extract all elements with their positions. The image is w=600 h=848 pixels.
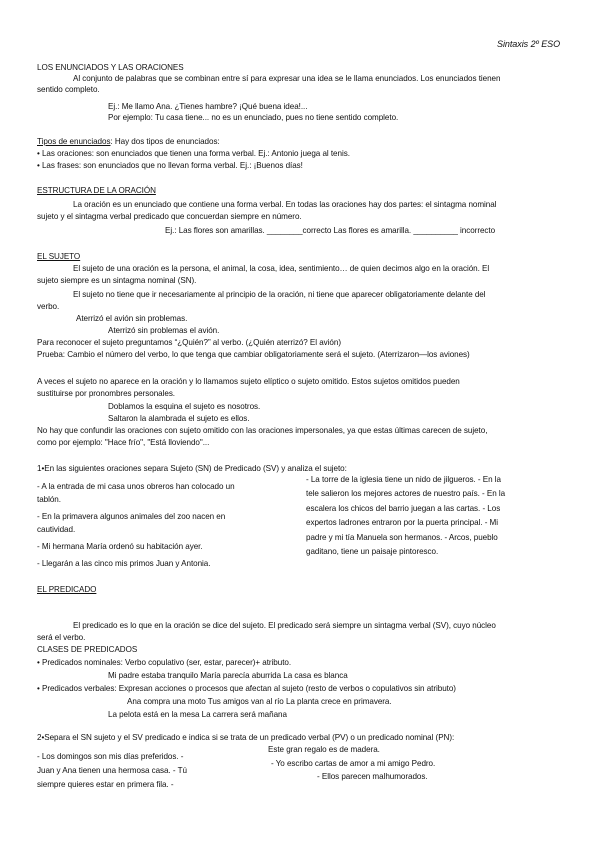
example-line: Mi padre estaba tranquilo María parecía aburrida La casa es blanca — [108, 671, 348, 680]
bullet-item: • Predicados verbales: Expresan acciones o procesos que afectan al sujeto (resto de verbos o copulativos sin atributo) — [37, 684, 456, 693]
bullet-item: • Las frases: son enunciados que no llevan forma verbal. Ej.: ¡Buenos días! — [37, 161, 303, 170]
exercise-line: cautividad. — [37, 525, 76, 534]
paragraph-line: A veces el sujeto no aparece en la oración y lo llamamos sujeto elíptico o sujeto omitido. Estos sujetos omitidos pueden — [37, 377, 460, 386]
types-intro — [37, 136, 220, 147]
paragraph-line: sustituirse por pronombres personales. — [37, 389, 176, 398]
exercise-line: - La torre de la iglesia tiene un nido de jilgueros. - En la — [306, 475, 501, 484]
bullet-item: • Predicados nominales: Verbo copulativo (ser, estar, parecer)+ atributo. — [37, 658, 292, 667]
paragraph-line: Para reconocer el sujeto preguntamos “¿Quién?” al verbo. (¿Quién aterrizó? El avión) — [37, 338, 341, 347]
bullet-item: • Las oraciones: son enunciados que tienen una forma verbal. Ej.: Antonio juega al tenis. — [37, 149, 350, 158]
example-line: Ana compra una moto Tus amigos van al río La planta crece en primavera. — [127, 697, 392, 706]
types-rest: : Hay dos tipos de enunciados: — [110, 137, 220, 146]
paragraph-line: El sujeto de una oración es la persona, el animal, la cosa, idea, sentimiento… de quien decimos algo en la oración. El — [73, 264, 490, 273]
paragraph-line: La oración es un enunciado que contiene una forma verbal. En todas las oraciones hay dos partes: el sintagma nominal — [73, 200, 497, 209]
exercise-line: tele salieron los mejores actores de nuestro país. - En la — [306, 489, 506, 498]
paragraph-line: como por ejemplo: "Hace frío", "Está lloviendo"... — [37, 438, 210, 447]
exercise-title: 1•En las siguientes oraciones separa Sujeto (SN) de Predicado (SV) y analiza el sujeto: — [37, 464, 347, 473]
example-line: Ej.: Las flores son amarillas. ________correcto Las flores es amarilla. __________ incorrecto — [165, 226, 496, 235]
example-line: Ej.: Me llamo Ana. ¿Tienes hambre? ¡Qué buena idea!... — [108, 102, 308, 111]
section-heading-sujeto: EL SUJETO — [37, 252, 81, 261]
example-line: Por ejemplo: Tu casa tiene... no es un enunciado, pues no tiene sentido completo. — [108, 113, 399, 122]
section-heading-predicado: EL PREDICADO — [37, 585, 97, 594]
paragraph-line: será el verbo. — [37, 633, 86, 642]
paragraph-line: verbo. — [37, 302, 60, 311]
exercise-line: siempre quieres estar en primera fila. - — [37, 780, 174, 789]
example-line: Doblamos la esquina el sujeto es nosotros. — [108, 402, 261, 411]
exercise-line: padre y mi tía Manuela son hermanos. - Arcos, pueblo — [306, 533, 498, 542]
exercise-line: - Ellos parecen malhumorados. — [317, 772, 428, 781]
exercise-line: Este gran regalo es de madera. — [268, 745, 380, 754]
paragraph-line: sentido completo. — [37, 85, 100, 94]
types-label: Tipos de enunciados — [37, 137, 111, 146]
running-header: Sintaxis 2º ESO — [497, 39, 561, 49]
exercise-line: - En la primavera algunos animales del zoo nacen en — [37, 512, 226, 521]
exercise-line: tablón. — [37, 495, 61, 504]
paragraph-line: sujeto siempre es un sintagma nominal (SN). — [37, 276, 197, 285]
example-line: Aterrizó el avión sin problemas. — [76, 314, 188, 323]
exercise-line: - A la entrada de mi casa unos obreros han colocado un — [37, 482, 235, 491]
section-heading-estructura: ESTRUCTURA DE LA ORACIÓN — [37, 186, 156, 195]
exercise-line: gaditano, tiene un paisaje pintoresco. — [306, 547, 439, 556]
exercise-title: 2•Separa el SN sujeto y el SV predicado e indica si se trata de un predicado verbal (PV) o un predicado nominal (PN): — [37, 733, 455, 742]
example-line: Aterrizó sin problemas el avión. — [108, 326, 220, 335]
paragraph-line: sujeto y el sintagma verbal predicado que concuerdan siempre en número. — [37, 212, 302, 221]
exercise-line: - Mi hermana María ordenó su habitación ayer. — [37, 542, 203, 551]
exercise-line: expertos ladrones entraron por la puerta principal. - Mi — [306, 518, 499, 527]
exercise-line: escalera los chicos del barrio juegan a las cartas. - Los — [306, 504, 501, 513]
exercise-line: - Yo escribo cartas de amor a mi amigo Pedro. — [271, 759, 436, 768]
exercise-line: Juan y Ana tienen una hermosa casa. - Tú — [37, 766, 187, 775]
paragraph-line: El sujeto no tiene que ir necesariamente al principio de la oración, ni tiene que aparecer obligatoriamente delante del — [73, 290, 486, 299]
example-line: La pelota está en la mesa La carrera será mañana — [108, 710, 287, 719]
paragraph-line: Prueba: Cambio el número del verbo, lo que tenga que cambiar obligatoriamente será el sujeto. (Aterrizaron—los aviones) — [37, 350, 470, 359]
exercise-line: - Llegarán a las cinco mis primos Juan y Antonia. — [37, 559, 211, 568]
subheading: CLASES DE PREDICADOS — [37, 645, 138, 654]
example-line: Saltaron la alambrada el sujeto es ellos. — [108, 414, 250, 423]
paragraph-line: El predicado es lo que en la oración se dice del sujeto. El predicado será siempre un sintagma verbal (SV), cuyo núcleo — [73, 621, 496, 630]
paragraph-line: No hay que confundir las oraciones con sujeto omitido con las oraciones impersonales, ya que estas últimas carecen de sujeto, — [37, 426, 488, 435]
section-heading-enunciados: LOS ENUNCIADOS Y LAS ORACIONES — [37, 63, 184, 72]
paragraph-line: Al conjunto de palabras que se combinan entre sí para expresar una idea se le llama enunciados. Los enunciados tienen — [73, 74, 501, 83]
exercise-line: - Los domingos son mis días preferidos. - — [37, 752, 184, 761]
